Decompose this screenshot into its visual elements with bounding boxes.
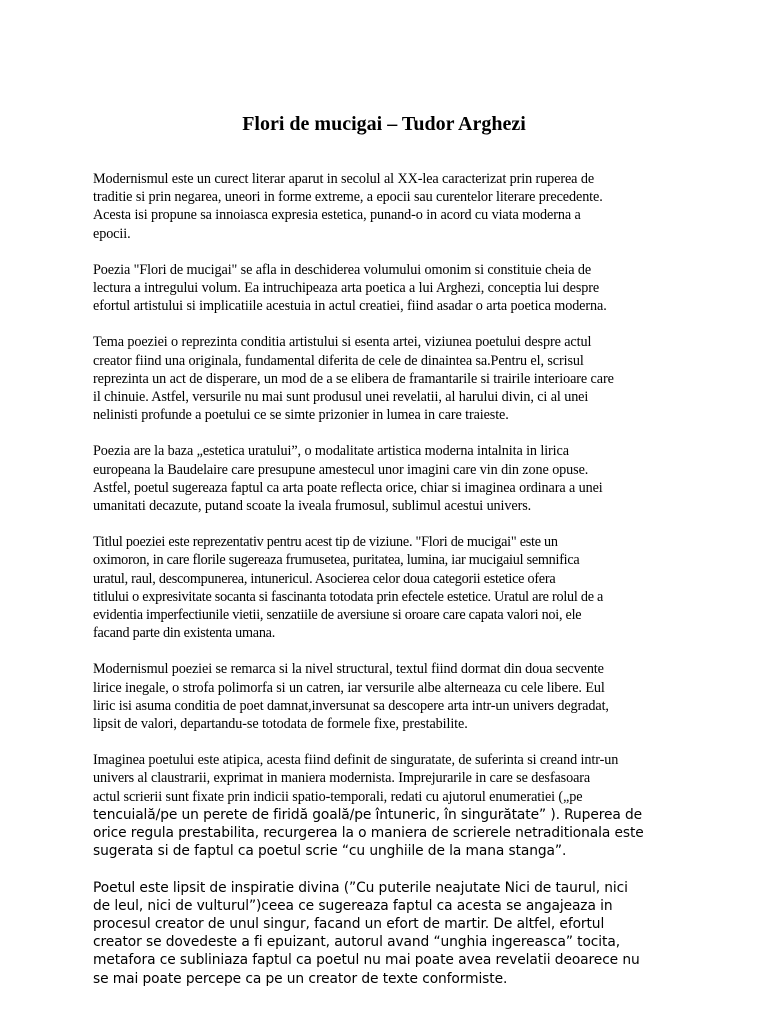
text-line: orice regula prestabilita, recurgerea la o maniera de scrierele netraditionala este: [93, 825, 644, 842]
text-line: se mai poate percepe ca pe un creator de texte conformiste.: [93, 970, 508, 987]
text-line: traditie si prin negarea, uneori in forme extreme, a epocii sau curentelor literare precedente.: [93, 189, 603, 206]
text-line: metafora ce subliniaza faptul ca poetul nu mai poate avea revelatii deoarece nu: [93, 952, 640, 969]
text-line: actul scrierii sunt fixate prin indicii spatio-temporali, redati cu ajutorul enumeratiei („pe: [93, 788, 583, 805]
text-line: evidentia imperfectiunile vietii, senzatiile de aversiune si oroare care capata valori noi, ele: [93, 607, 582, 624]
text-line: lipsit de valori, departandu-se totodata de formele fixe, prestabilite.: [93, 716, 468, 733]
paragraph-divine-inspiration: [93, 879, 683, 988]
text-line: procesul creator de unul singur, facand un efort de martir. De altfel, efortul: [93, 915, 605, 932]
text-line: epocii.: [93, 225, 131, 242]
paragraph-theme: [93, 333, 683, 424]
text-line: sugerata si de faptul ca poetul scrie “cu unghiile de la mana stanga”.: [93, 843, 567, 860]
text-line: Modernismul poeziei se remarca si la nivel structural, textul fiind dormat din doua secvente: [93, 661, 604, 678]
text-line: efortul artistului si implicatiile acestuia in actul creatiei, fiind asadar o arta poetica moderna.: [93, 298, 607, 315]
text-line: Poetul este lipsit de inspiratie divina (”Cu puterile neajutate Nici de taurul, nici: [93, 879, 628, 896]
document-title: Flori de mucigai – Tudor Arghezi: [242, 113, 526, 135]
text-line: Poezia are la baza „estetica uratului”, o modalitate artistica moderna intalnita in lirica: [93, 443, 569, 460]
text-line: reprezinta un act de disperare, un mod de a se elibera de framantarile si trairile interioare care: [93, 370, 614, 387]
text-line: europeana la Baudelaire care presupune amestecul unor imagini care vin din zone opuse.: [93, 461, 589, 478]
text-line: nelinisti profunde a poetului ce se simte prizonier in lumea in care traieste.: [93, 407, 509, 424]
paragraph-structure: [93, 660, 683, 733]
text-line: creator se dovedeste a fi epuizant, autorul avand “unghia ingereasca” tocita,: [93, 934, 620, 951]
text-line: Poezia "Flori de mucigai" se afla in deschiderea volumului omonim si constituie cheia de: [93, 261, 592, 278]
paragraph-title-analysis: [93, 533, 683, 642]
paragraph-poet-image: [93, 751, 683, 860]
text-line: Modernismul este un curect literar aparut in secolul al XX-lea caracterizat prin ruperea de: [93, 171, 595, 187]
text-line: lectura a intregului volum. Ea intruchipeaza arta poetica a lui Arghezi, conceptia lui despre: [93, 280, 600, 297]
text-line: facand parte din existenta umana.: [93, 625, 276, 642]
text-line: oximoron, in care florile sugereaza frumusetea, puritatea, lumina, iar mucigaiul semnifica: [93, 552, 580, 569]
text-line: Tema poeziei o reprezinta conditia artistului si esenta artei, viziunea poetului despre actul: [93, 334, 592, 351]
text-line: lirice inegale, o strofa polimorfa si un catren, iar versurile albe alterneaza cu cele libere. Eul: [93, 679, 605, 696]
text-line: de leul, nici de vulturul”)ceea ce sugereaza faptul ca acesta se angajeaza in: [93, 897, 613, 914]
text-line: umanitati decazute, putand scoate la iveala frumosul, sublimul acestui univers.: [93, 498, 532, 515]
text-line: il chinuie. Astfel, versurile nu mai sunt produsul unei revelatii, al harului divin, ci al unei: [93, 389, 589, 406]
text-line: liric isi asuma conditia de poet damnat,inversunat sa descopere arta intr-un univers degradat,: [93, 697, 609, 714]
text-line: Imaginea poetului este atipica, acesta fiind definit de singuratate, de suferinta si creand intr-un: [93, 752, 619, 769]
text-line: tencuială/pe un perete de firidă goală/pe întuneric, în singurătate” ). Ruperea de: [93, 806, 643, 823]
document-body: [93, 170, 683, 988]
paragraph-modernism-definition: [93, 170, 683, 243]
paragraph-aesthetics-of-ugliness: [93, 442, 683, 515]
paragraph-poem-placement: [93, 261, 683, 316]
text-line: uratul, raul, descompunerea, intunericul. Asocierea celor doua categorii estetice ofera: [93, 570, 556, 587]
text-line: creator fiind una originala, fundamental diferita de cele de dinaintea sa.Pentru el, scrisul: [93, 352, 584, 369]
text-line: Acesta isi propune sa innoiasca expresia estetica, punand-o in acord cu viata moderna a: [93, 207, 581, 224]
text-line: titlului o expresivitate socanta si fascinanta totodata prin efectele estetice. Uratul are rolul de a: [93, 588, 604, 605]
text-line: univers al claustrarii, exprimat in maniera modernista. Imprejurarile in care se desfasoara: [93, 770, 591, 787]
text-line: Astfel, poetul sugereaza faptul ca arta poate reflecta orice, chiar si imaginea ordinara a unei: [93, 479, 603, 496]
text-line: Titlul poeziei este reprezentativ pentru acest tip de viziune. "Flori de mucigai" este un: [93, 534, 558, 551]
